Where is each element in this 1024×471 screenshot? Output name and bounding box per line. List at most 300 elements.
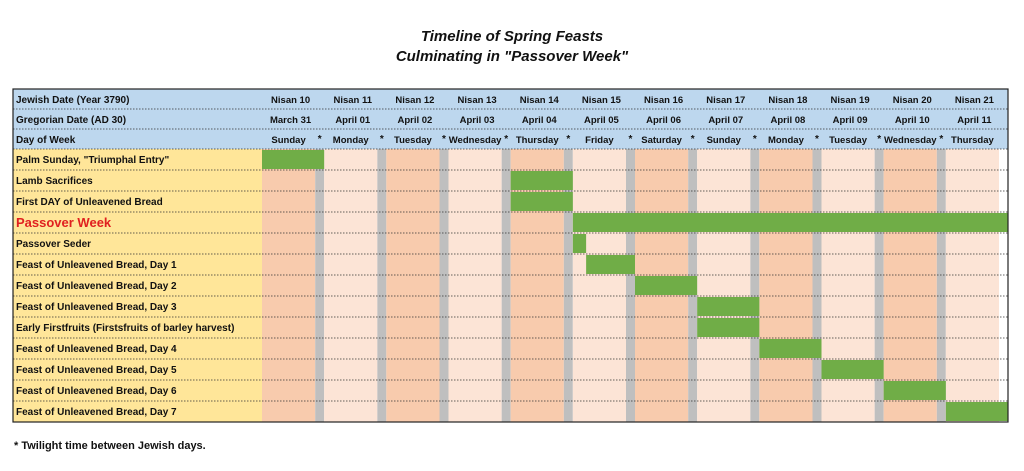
day-cell: [262, 170, 315, 191]
twilight-cell: [688, 317, 697, 338]
day-cell: [324, 317, 377, 338]
twilight-cell: [377, 254, 386, 275]
day-cell: [262, 296, 315, 317]
day-cell: [573, 149, 626, 170]
twilight-cell: [315, 380, 324, 401]
twilight-cell: [502, 296, 511, 317]
day-cell: [635, 233, 688, 254]
header-row-label: Gregorian Date (AD 30): [16, 115, 127, 126]
day-cell: [759, 170, 812, 191]
twilight-cell: [937, 191, 946, 212]
day-cell: [759, 149, 812, 170]
twilight-cell: [564, 254, 573, 275]
header-cell: April 07: [708, 115, 744, 126]
day-cell: [759, 275, 812, 296]
day-cell: [635, 401, 688, 422]
twilight-cell: [564, 359, 573, 380]
header-cell: Nisan 17: [706, 95, 746, 106]
twilight-cell: [626, 380, 635, 401]
day-cell: [884, 275, 937, 296]
twilight-cell: [626, 401, 635, 422]
day-cell: [884, 296, 937, 317]
header-cell: April 03: [459, 115, 495, 126]
twilight-marker: *: [504, 134, 509, 145]
twilight-cell: [750, 359, 759, 380]
day-cell: [822, 296, 875, 317]
day-cell: [449, 170, 502, 191]
event-label: Feast of Unleavened Bread, Day 7: [16, 407, 177, 418]
twilight-cell: [315, 233, 324, 254]
header-cell: April 05: [583, 115, 619, 126]
twilight-cell: [315, 170, 324, 191]
twilight-cell: [564, 317, 573, 338]
day-cell: [946, 149, 999, 170]
day-cell: [822, 275, 875, 296]
twilight-cell: [440, 170, 449, 191]
day-cell: [386, 191, 439, 212]
header-cell: Nisan 18: [768, 95, 808, 106]
header-cell: April 09: [832, 115, 868, 126]
event-label: Feast of Unleavened Bread, Day 2: [16, 281, 177, 292]
day-cell: [697, 275, 750, 296]
day-cell: [946, 233, 999, 254]
day-cell: [386, 233, 439, 254]
header-cell: Friday: [585, 135, 614, 146]
twilight-cell: [626, 191, 635, 212]
day-cell: [386, 401, 439, 422]
twilight-cell: [440, 254, 449, 275]
day-cell: [946, 338, 999, 359]
day-cell: [697, 359, 750, 380]
day-cell: [449, 359, 502, 380]
day-cell: [697, 338, 750, 359]
twilight-cell: [875, 275, 884, 296]
twilight-cell: [440, 149, 449, 170]
day-cell: [946, 170, 999, 191]
twilight-cell: [875, 317, 884, 338]
twilight-cell: [813, 317, 822, 338]
day-cell: [324, 359, 377, 380]
day-cell: [822, 317, 875, 338]
twilight-cell: [750, 338, 759, 359]
day-cell: [946, 296, 999, 317]
header-cell: Nisan 15: [581, 95, 621, 106]
day-cell: [822, 149, 875, 170]
day-cell: [324, 149, 377, 170]
event-bar: [946, 402, 1008, 421]
header-cell: April 01: [335, 115, 371, 126]
twilight-cell: [377, 401, 386, 422]
twilight-cell: [875, 338, 884, 359]
header-cell: Nisan 14: [519, 95, 559, 106]
header-cell: Nisan 19: [830, 95, 870, 106]
twilight-cell: [502, 338, 511, 359]
twilight-cell: [440, 359, 449, 380]
day-cell: [635, 380, 688, 401]
event-label: Lamb Sacrifices: [16, 176, 93, 187]
twilight-marker: *: [690, 134, 695, 145]
header-cell: Nisan 21: [954, 95, 994, 106]
header-cell: Wednesday: [883, 135, 937, 146]
header-cell: Monday: [767, 135, 804, 146]
twilight-cell: [937, 254, 946, 275]
twilight-marker: *: [566, 134, 571, 145]
header-cell: Nisan 12: [395, 95, 435, 106]
day-cell: [386, 254, 439, 275]
twilight-cell: [377, 149, 386, 170]
day-cell: [759, 317, 812, 338]
twilight-cell: [937, 149, 946, 170]
twilight-cell: [440, 401, 449, 422]
day-cell: [822, 338, 875, 359]
event-bar: [884, 381, 946, 400]
header-cell: April 10: [894, 115, 930, 126]
twilight-cell: [315, 191, 324, 212]
day-cell: [386, 275, 439, 296]
header-cell: Nisan 10: [271, 95, 311, 106]
twilight-cell: [813, 359, 822, 380]
twilight-cell: [502, 275, 511, 296]
day-cell: [635, 296, 688, 317]
event-bar: [697, 297, 759, 316]
header-cell: Nisan 13: [457, 95, 497, 106]
day-cell: [946, 254, 999, 275]
event-label: Feast of Unleavened Bread, Day 5: [16, 365, 177, 376]
header-cell: April 08: [770, 115, 806, 126]
twilight-cell: [875, 233, 884, 254]
twilight-cell: [750, 191, 759, 212]
header-cell: Tuesday: [829, 135, 868, 146]
twilight-cell: [315, 317, 324, 338]
twilight-cell: [688, 233, 697, 254]
day-cell: [386, 170, 439, 191]
day-cell: [822, 233, 875, 254]
event-bar: [573, 234, 586, 253]
twilight-cell: [502, 401, 511, 422]
event-bar: [586, 255, 635, 274]
day-cell: [822, 401, 875, 422]
day-cell: [449, 317, 502, 338]
day-cell: [511, 275, 564, 296]
twilight-marker: *: [815, 134, 819, 145]
day-cell: [573, 275, 626, 296]
day-cell: [946, 275, 999, 296]
twilight-cell: [502, 191, 511, 212]
twilight-cell: [626, 170, 635, 191]
day-cell: [449, 191, 502, 212]
twilight-cell: [440, 338, 449, 359]
twilight-cell: [502, 254, 511, 275]
event-bar: [635, 276, 697, 295]
event-label: Palm Sunday, "Triumphal Entry": [16, 155, 170, 166]
day-cell: [262, 212, 315, 233]
day-cell: [697, 191, 750, 212]
day-cell: [697, 233, 750, 254]
twilight-cell: [688, 170, 697, 191]
twilight-cell: [377, 380, 386, 401]
day-cell: [635, 338, 688, 359]
twilight-cell: [750, 275, 759, 296]
twilight-cell: [937, 317, 946, 338]
twilight-cell: [626, 296, 635, 317]
twilight-cell: [813, 149, 822, 170]
day-cell: [386, 212, 439, 233]
twilight-cell: [502, 317, 511, 338]
day-cell: [697, 149, 750, 170]
header-cell: Monday: [332, 135, 369, 146]
twilight-cell: [440, 212, 449, 233]
day-cell: [573, 296, 626, 317]
day-cell: [946, 317, 999, 338]
day-cell: [324, 275, 377, 296]
twilight-cell: [377, 296, 386, 317]
twilight-cell: [440, 317, 449, 338]
day-cell: [759, 233, 812, 254]
event-bar: [511, 171, 573, 190]
event-label: Feast of Unleavened Bread, Day 6: [16, 386, 177, 397]
event-label: Passover Week: [16, 215, 112, 230]
twilight-marker: *: [442, 134, 446, 145]
twilight-cell: [502, 212, 511, 233]
day-cell: [386, 296, 439, 317]
day-cell: [884, 149, 937, 170]
twilight-cell: [377, 170, 386, 191]
day-cell: [262, 401, 315, 422]
day-cell: [573, 359, 626, 380]
event-bar: [511, 192, 573, 211]
twilight-cell: [315, 296, 324, 317]
twilight-cell: [750, 233, 759, 254]
day-cell: [573, 338, 626, 359]
day-cell: [511, 233, 564, 254]
day-cell: [449, 254, 502, 275]
day-cell: [884, 401, 937, 422]
day-cell: [262, 275, 315, 296]
day-cell: [573, 401, 626, 422]
day-cell: [324, 380, 377, 401]
day-cell: [262, 254, 315, 275]
day-cell: [759, 380, 812, 401]
day-cell: [449, 338, 502, 359]
twilight-cell: [564, 296, 573, 317]
header-cell: Sunday: [271, 135, 306, 146]
twilight-cell: [440, 233, 449, 254]
twilight-cell: [750, 401, 759, 422]
twilight-cell: [377, 212, 386, 233]
footnote: * Twilight time between Jewish days.: [14, 440, 206, 452]
twilight-cell: [937, 338, 946, 359]
twilight-cell: [875, 401, 884, 422]
twilight-cell: [315, 401, 324, 422]
day-cell: [573, 380, 626, 401]
twilight-cell: [750, 149, 759, 170]
day-cell: [884, 254, 937, 275]
day-cell: [511, 338, 564, 359]
day-cell: [573, 317, 626, 338]
twilight-cell: [377, 317, 386, 338]
day-cell: [449, 149, 502, 170]
twilight-cell: [564, 338, 573, 359]
day-cell: [449, 380, 502, 401]
header-cell: Nisan 20: [892, 95, 932, 106]
day-cell: [697, 380, 750, 401]
twilight-cell: [875, 380, 884, 401]
event-label: Feast of Unleavened Bread, Day 1: [16, 260, 177, 271]
twilight-cell: [564, 233, 573, 254]
twilight-cell: [626, 275, 635, 296]
day-cell: [386, 380, 439, 401]
day-cell: [697, 170, 750, 191]
twilight-cell: [875, 191, 884, 212]
twilight-cell: [502, 233, 511, 254]
day-cell: [635, 170, 688, 191]
day-cell: [946, 359, 999, 380]
event-label: Early Firstfruits (Firstsfruits of barley harvest): [16, 323, 235, 334]
twilight-cell: [315, 212, 324, 233]
day-cell: [884, 233, 937, 254]
twilight-cell: [377, 275, 386, 296]
day-cell: [449, 275, 502, 296]
twilight-cell: [875, 149, 884, 170]
header-cell: Saturday: [641, 135, 682, 146]
day-cell: [822, 170, 875, 191]
header-cell: Thursday: [951, 135, 994, 146]
header-row-label: Day of Week: [16, 135, 76, 146]
twilight-cell: [813, 275, 822, 296]
day-cell: [884, 338, 937, 359]
day-cell: [324, 233, 377, 254]
day-cell: [759, 191, 812, 212]
day-cell: [324, 401, 377, 422]
twilight-cell: [377, 338, 386, 359]
twilight-cell: [315, 338, 324, 359]
header-cell: April 06: [646, 115, 682, 126]
twilight-cell: [440, 191, 449, 212]
day-cell: [386, 149, 439, 170]
twilight-cell: [813, 170, 822, 191]
twilight-cell: [377, 233, 386, 254]
day-cell: [386, 359, 439, 380]
twilight-cell: [564, 275, 573, 296]
twilight-cell: [937, 401, 946, 422]
twilight-cell: [502, 149, 511, 170]
day-cell: [262, 359, 315, 380]
day-cell: [635, 359, 688, 380]
twilight-cell: [875, 254, 884, 275]
twilight-cell: [502, 359, 511, 380]
day-cell: [511, 401, 564, 422]
twilight-marker: *: [877, 134, 882, 145]
event-bar: [822, 360, 884, 379]
day-cell: [697, 254, 750, 275]
day-cell: [449, 212, 502, 233]
twilight-cell: [813, 401, 822, 422]
twilight-cell: [875, 296, 884, 317]
twilight-cell: [440, 296, 449, 317]
day-cell: [884, 317, 937, 338]
day-cell: [449, 296, 502, 317]
twilight-marker: *: [379, 134, 384, 145]
day-cell: [697, 401, 750, 422]
chart-title: Timeline of Spring Feasts: [420, 28, 604, 45]
twilight-cell: [315, 275, 324, 296]
twilight-cell: [315, 359, 324, 380]
twilight-cell: [937, 296, 946, 317]
twilight-cell: [750, 380, 759, 401]
day-cell: [822, 191, 875, 212]
twilight-cell: [813, 233, 822, 254]
header-cell: Thursday: [515, 135, 559, 146]
day-cell: [946, 380, 999, 401]
event-bar: [759, 339, 821, 358]
event-bar: [697, 318, 759, 337]
day-cell: [946, 191, 999, 212]
twilight-cell: [502, 380, 511, 401]
twilight-cell: [626, 338, 635, 359]
event-label: First DAY of Unleavened Bread: [16, 197, 163, 208]
twilight-cell: [688, 380, 697, 401]
twilight-cell: [626, 233, 635, 254]
day-cell: [324, 212, 377, 233]
twilight-cell: [626, 149, 635, 170]
twilight-marker: *: [317, 134, 322, 145]
day-cell: [262, 380, 315, 401]
header-cell: April 02: [397, 115, 433, 126]
day-cell: [324, 254, 377, 275]
day-cell: [511, 380, 564, 401]
day-cell: [635, 149, 688, 170]
twilight-cell: [377, 359, 386, 380]
day-cell: [324, 338, 377, 359]
twilight-cell: [813, 191, 822, 212]
event-bar: [262, 150, 324, 169]
twilight-cell: [937, 359, 946, 380]
twilight-cell: [688, 401, 697, 422]
header-cell: Nisan 16: [644, 95, 684, 106]
day-cell: [511, 149, 564, 170]
day-cell: [449, 233, 502, 254]
day-cell: [449, 401, 502, 422]
twilight-cell: [875, 170, 884, 191]
twilight-cell: [813, 380, 822, 401]
twilight-cell: [626, 317, 635, 338]
header-cell: April 11: [957, 115, 992, 126]
event-label: Feast of Unleavened Bread, Day 4: [16, 344, 177, 355]
twilight-cell: [688, 359, 697, 380]
twilight-cell: [564, 149, 573, 170]
day-cell: [511, 254, 564, 275]
twilight-cell: [750, 254, 759, 275]
day-cell: [324, 296, 377, 317]
day-cell: [759, 359, 812, 380]
event-label: Passover Seder: [16, 239, 92, 250]
day-cell: [573, 170, 626, 191]
twilight-cell: [688, 338, 697, 359]
twilight-cell: [564, 380, 573, 401]
day-cell: [324, 191, 377, 212]
day-cell: [759, 401, 812, 422]
header-row-label: Jewish Date (Year 3790): [16, 95, 130, 106]
day-cell: [759, 296, 812, 317]
header-cell: Nisan 11: [333, 95, 373, 106]
twilight-cell: [813, 296, 822, 317]
day-cell: [511, 296, 564, 317]
twilight-cell: [750, 170, 759, 191]
day-cell: [573, 191, 626, 212]
twilight-cell: [813, 254, 822, 275]
day-cell: [759, 254, 812, 275]
twilight-cell: [315, 254, 324, 275]
